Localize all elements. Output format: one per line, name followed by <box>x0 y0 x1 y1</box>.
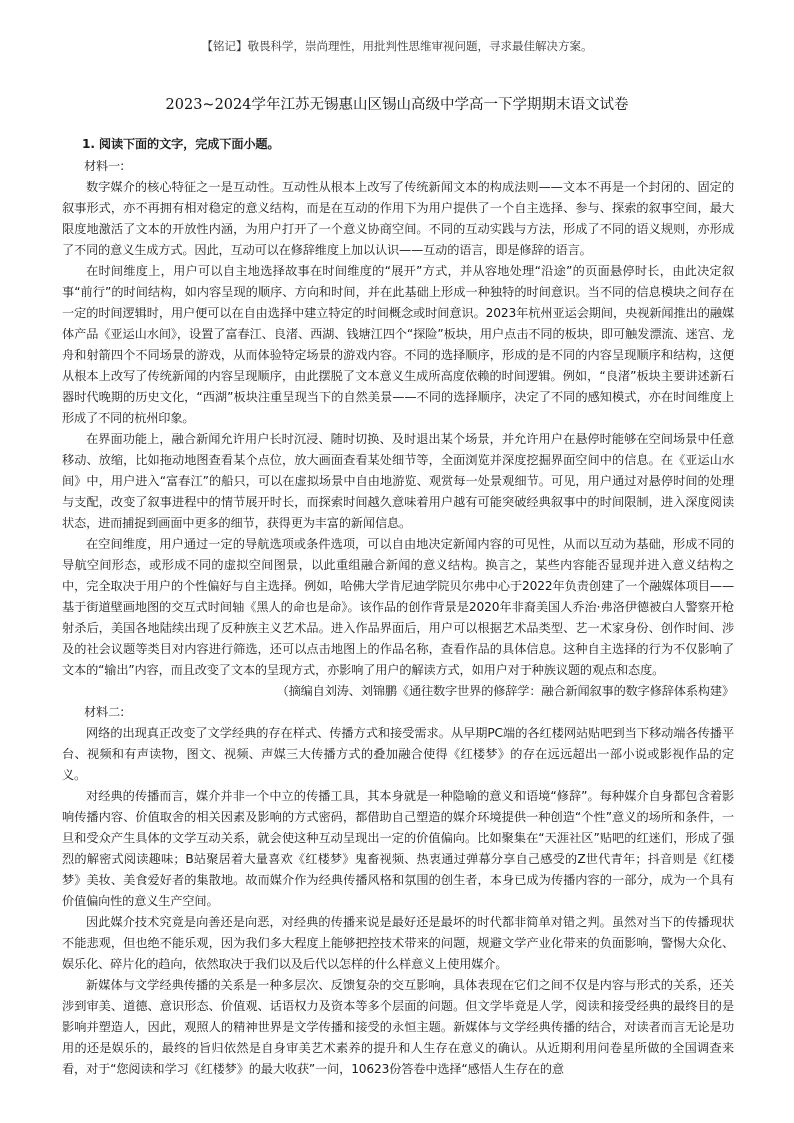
question-heading: 1. 阅读下面的文字，完成下面小题。 <box>82 137 280 151</box>
material-one-label: 材料一: <box>84 159 125 173</box>
material-two-label: 材料二: <box>84 705 125 719</box>
material-two-paragraph: 对经典的传播而言，媒介并非一个中立的传播工具，其本身就是一种隐喻的意义和语境“修辞”。每种媒介自身都包含着影响传播内容、价值取舍的相关因素及影响的方式密码，都借助自己塑造的媒介环境提供一种创造“个性”意义的场所和条件，一旦和受众产生具体的文学互动关系，就会使这种互动呈现出一定的价值偏向。比如聚集在“天涯社区”贴吧的红迷们，形成了强烈的解密式阅读趣味；B站聚居着大量喜欢《红楼梦》鬼畜视频、热衷通过弹幕分享自己感受的Z世代青年；抖音则是《红楼梦》美妆、美食爱好者的集散地。故而媒介作为经典传播风格和氛围的创生者，本身已成为传播内容的一部分，成为一个具有价值偏向性的意义生产空间。 <box>62 789 734 908</box>
material-one-paragraph: 在时间维度上，用户可以自主地选择故事在时间维度的“展开”方式，并从容地处理“沿途”的页面悬停时长，由此决定叙事“前行”的时间结构，如内容呈现的顺序、方向和时间，并在此基础上形成一种独特的时间意识。当不同的信息模块之间存在一定的时间逻辑时，用户便可以在自由选择中建立特定的时间概念或时间意识。2023年杭州亚运会期间，央视新闻推出的融媒体产品《亚运山水间》，设置了富春江、良渚、西湖、钱塘江四个“探险”板块，用户点击不同的板块，即可触发漂流、迷宫、龙舟和射箭四个不同场景的游戏，从而体验特定场景的游戏内容。不同的选择顺序，形成的是不同的内容呈现顺序和结构，这便从根本上改写了传统新闻的内容呈现顺序，由此摆脱了文本意义生成所高度依赖的时间逻辑。例如，“良渚”板块主要讲述新石器时代晚期的历史文化，“西湖”板块注重呈现当下的自然美景——不同的选择顺序，决定了不同的感知模式，亦在时间维度上形成了不同的杭州印象。 <box>62 264 734 425</box>
material-one-paragraph: 在空间维度，用户通过一定的导航选项或条件选项，可以自由地决定新闻内容的可见性，从而以互动为基础，形成不同的导航空间形态，或形成不同的虚拟空间图景，以此重组融合新闻的意义结构。换言之，某些内容能否显现并进入意义结构之中，完全取决于用户的个性偏好与自主选择。例如，哈佛大学肯尼迪学院贝尔弗中心于2022年负责创建了一个融媒体项目——基于街道壁画地图的交互式时间轴《黑人的命也是命》。该作品的创作背景是2020年非裔美国人乔治·弗洛伊德被白人警察开枪射杀后，美国各地陆续出现了反种族主义艺术品。进入作品界面后，用户可以根据艺术品类型、艺一术家身份、创作时间、涉及的社会议题等类目对内容进行筛选，还可以点击地图上的作品名称，查看作品的具体信息。这种自主选择的行为不仅影响了文本的“输出”内容，而且改变了文本的呈现方式，亦影响了用户的解读方式，如用户对于种族议题的观点和态度。 <box>62 537 734 677</box>
motto-banner: 【铭记】敬畏科学，崇尚理性，用批判性思维审视问题，寻求最佳解决方案。 <box>201 39 593 53</box>
material-one-paragraph: 数字媒介的核心特征之一是互动性。互动性从根本上改写了传统新闻文本的构成法则——文本不再是一个封闭的、固定的叙事形式，亦不再拥有相对稳定的意义结构，而是在互动的作用下为用户提供了一个自主选择、参与、探索的叙事空间，最大限度地激活了文本的开放性内涵，为用户打开了一个意义协商空间。不同的互动实践与方法，形成了不同的语义规则，亦形成了不同的意义生成方式。因此，互动可以在修辞维度上加以认识——互动的语言，即是修辞的语言。 <box>62 180 734 257</box>
material-one-source: （摘编自刘涛、刘锦鹏《通往数字世界的修辞学：融合新闻叙事的数字修辞体系构建》 <box>276 684 734 698</box>
material-two-paragraph: 因此媒介技术究竟是向善还是向恶，对经典的传播来说是最好还是最坏的时代都非简单对错之判。虽然对当下的传播现状不能悲观，但也绝不能乐观，因为我们多大程度上能够把控技术带来的问题，规避文学产业化带来的负面影响，警惕大众化、娱乐化、碎片化的趋向，依然取决于我们以及后代以怎样的什么样意义上使用媒介。 <box>62 915 734 971</box>
material-two-paragraph: 新媒体与文学经典传播的关系是一种多层次、反馈复杂的交互影响，具体表现在它们之间不仅是内容与形式的关系，还关涉到审美、道德、意识形态、价值观、话语权力及资本等多个层面的问题。但文学毕竟是人学，阅读和接受经典的最终目的是影响并塑造人，因此，观照人的精神世界是文学传播和接受的永恒主题。新媒体与文学经典传播的结合，对读者而言无论是功用的还是娱乐的，最终的旨归依然是自身审美艺术素养的提升和人生存在意义的确认。从近期利用问卷星所做的全国调查来看，对于“您阅读和学习《红楼梦》的最大收获”一问，10623份答卷中选择“感悟人生存在的意 <box>62 978 734 1076</box>
material-two-paragraph: 网络的出现真正改变了文学经典的存在样式、传播方式和接受需求。从早期PC端的各红楼网站贴吧到当下移动端各传播平台、视频和有声读物，图文、视频、声媒三大传播方式的叠加融合使得《红楼梦》的存在远远超出一部小说或影视作品的定义。 <box>62 726 734 782</box>
material-one-paragraph: 在界面功能上，融合新闻允许用户长时沉浸、随时切换、及时退出某个场景，并允许用户在悬停时能够在空间场景中任意移动、放缩，比如拖动地图查看某个点位，放大画面查看某处细节等，全面浏览并深度挖掘界面空间中的信息。在《亚运山水间》中，用户进入“富春江”的船只，可以在虚拟场景中自由地游览、观赏每一处景观细节。可见，用户通过对悬停时间的处理与支配，改变了叙事进程中的情节展开时长，而探索时间越久意味着用户越有可能突破经典叙事中的时间限制，进入深度阅读状态，进而捕捉到画面中更多的细节，获得更为丰富的新闻信息。 <box>62 432 734 530</box>
document-title: 2023~2024学年江苏无锡惠山区锡山高级中学高一下学期期末语文试卷 <box>165 97 629 113</box>
exam-content <box>62 134 734 1080</box>
